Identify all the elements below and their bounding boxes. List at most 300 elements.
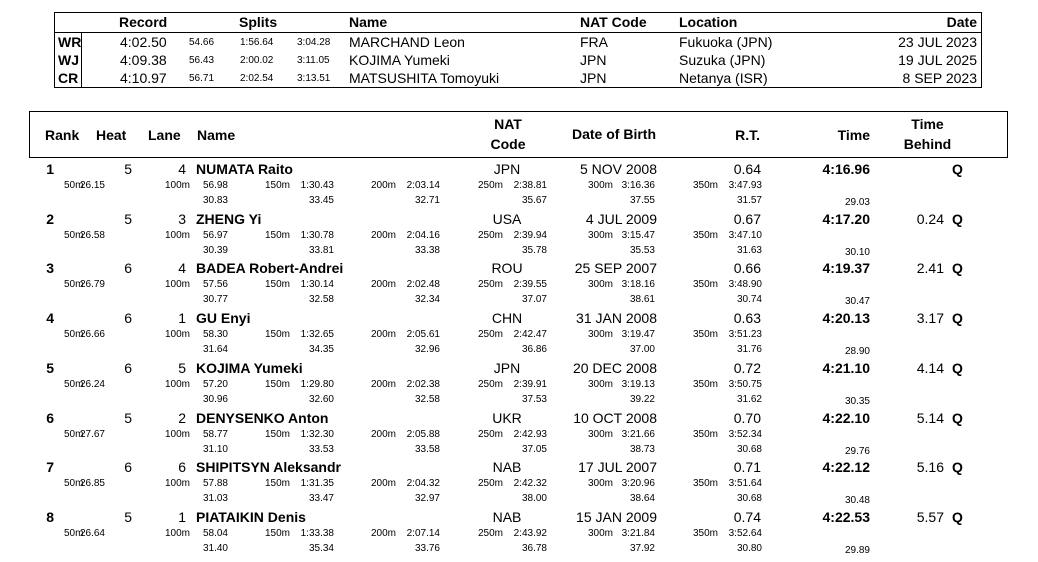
split-cumulative-time: 27.67 — [79, 428, 105, 440]
split-cumulative-time: 2:05.88 — [406, 428, 440, 440]
result-dob: 15 JAN 2009 — [576, 508, 657, 525]
result-time-behind: 2.41 — [916, 260, 944, 277]
split-lap-time: 30.10 — [844, 246, 870, 258]
split-cumulative-time: 1:30.43 — [300, 180, 334, 191]
split-lap-time: 31.63 — [736, 244, 762, 256]
split-lap-time: 32.58 — [414, 393, 440, 405]
result-name: BADEA Robert-Andrei — [196, 260, 344, 277]
split-lap-time: 32.97 — [414, 493, 440, 505]
result-lane: 4 — [178, 161, 186, 177]
result-dob: 31 JAN 2008 — [576, 310, 657, 327]
split-lap-time: 38.64 — [629, 493, 655, 505]
result-heat: 6 — [124, 260, 132, 277]
split-cumulative-time: 3:15.47 — [621, 229, 655, 241]
record-time: 4:10.97 — [120, 70, 167, 86]
split-cumulative-time: 2:02.48 — [406, 279, 440, 291]
split-distance-label: 250m — [478, 329, 504, 341]
result-lane: 6 — [178, 459, 186, 476]
split-distance-label: 350m — [693, 527, 719, 539]
results-header-nat-line1: NAT — [494, 116, 522, 132]
result-reaction-time: 0.70 — [733, 409, 761, 426]
split-distance-label: 200m — [371, 279, 397, 291]
split-cumulative-time: 2:39.94 — [513, 229, 547, 241]
split-lap-time: 34.35 — [308, 344, 334, 356]
split-lap-time: 30.48 — [844, 495, 870, 507]
result-row — [0, 509, 1038, 557]
result-dob: 20 DEC 2008 — [572, 359, 657, 376]
split-cumulative-time: 26.79 — [79, 279, 105, 291]
results-header-heat: Heat — [96, 127, 127, 143]
split-distance-label: 150m — [265, 229, 291, 241]
record-type: WJ — [58, 52, 79, 68]
split-cumulative-time: 3:51.64 — [728, 478, 762, 490]
record-holder-name: MARCHAND Leon — [349, 34, 465, 50]
record-split-3: 3:04.28 — [297, 37, 331, 48]
split-cumulative-time: 2:39.55 — [513, 279, 547, 291]
record-split-3: 3:13.51 — [297, 73, 331, 84]
result-rank: 8 — [46, 508, 54, 525]
split-lap-time: 35.53 — [629, 244, 655, 256]
result-rank: 6 — [46, 409, 54, 426]
results-header-rt: R.T. — [735, 127, 760, 143]
split-distance-label: 50m — [64, 279, 84, 291]
result-row — [0, 360, 1038, 408]
split-distance-label: 50m — [64, 229, 84, 241]
split-distance-label: 250m — [478, 378, 504, 390]
split-lap-time: 35.67 — [521, 195, 547, 206]
split-distance-label: 300m — [588, 279, 614, 291]
split-lap-time: 30.35 — [844, 395, 870, 407]
split-distance-label: 150m — [265, 527, 291, 539]
result-name: PIATAIKIN Denis — [196, 508, 306, 525]
split-lap-time: 37.00 — [629, 344, 655, 356]
split-lap-time: 32.58 — [308, 294, 334, 306]
record-date: 19 JUL 2025 — [898, 52, 977, 68]
split-cumulative-time: 1:33.38 — [300, 527, 334, 539]
result-qualified: Q — [952, 260, 963, 277]
split-lap-time: 31.40 — [202, 542, 228, 554]
result-time: 4:22.10 — [822, 409, 870, 426]
split-distance-label: 300m — [588, 329, 614, 341]
split-lap-time: 30.74 — [736, 294, 762, 306]
split-distance-label: 150m — [265, 180, 291, 191]
split-lap-time: 32.71 — [414, 195, 440, 206]
split-cumulative-time: 56.97 — [202, 229, 228, 241]
split-cumulative-time: 3:20.96 — [621, 478, 655, 490]
record-nat-code: FRA — [580, 34, 608, 50]
record-nat-code: JPN — [580, 52, 607, 68]
split-distance-label: 100m — [165, 180, 191, 191]
split-cumulative-time: 58.77 — [202, 428, 228, 440]
result-reaction-time: 0.71 — [733, 459, 761, 476]
split-distance-label: 300m — [588, 428, 614, 440]
split-distance-label: 100m — [165, 428, 191, 440]
split-distance-label: 150m — [265, 378, 291, 390]
split-lap-time: 30.80 — [736, 542, 762, 554]
split-cumulative-time: 3:52.64 — [728, 527, 762, 539]
result-reaction-time: 0.74 — [733, 508, 761, 525]
results-header-behind-line1: Time — [911, 116, 944, 132]
result-qualified: Q — [952, 409, 963, 426]
split-distance-label: 50m — [64, 378, 84, 390]
split-lap-time: 38.73 — [629, 443, 655, 455]
split-lap-time: 33.58 — [414, 443, 440, 455]
split-distance-label: 100m — [165, 478, 191, 490]
result-heat: 5 — [124, 409, 132, 426]
results-header-lane: Lane — [148, 127, 181, 143]
split-distance-label: 50m — [64, 329, 84, 341]
result-qualified: Q — [952, 210, 963, 227]
result-time: 4:22.53 — [822, 508, 870, 525]
split-distance-label: 200m — [371, 378, 397, 390]
split-lap-time: 33.45 — [308, 195, 334, 206]
split-cumulative-time: 3:50.75 — [728, 378, 762, 390]
split-distance-label: 150m — [265, 279, 291, 291]
split-lap-time: 38.61 — [629, 294, 655, 306]
split-distance-label: 100m — [165, 229, 191, 241]
split-distance-label: 350m — [693, 279, 719, 291]
record-type: CR — [58, 70, 79, 86]
split-cumulative-time: 2:39.91 — [513, 378, 547, 390]
result-name: SHIPITSYN Aleksandr — [196, 459, 341, 476]
result-lane: 1 — [178, 310, 186, 327]
result-time: 4:19.37 — [822, 260, 870, 277]
split-cumulative-time: 2:04.32 — [406, 478, 440, 490]
result-nat-code: NAB — [492, 459, 522, 476]
result-reaction-time: 0.72 — [733, 359, 761, 376]
result-rank: 1 — [46, 161, 54, 177]
result-name: ZHENG Yi — [196, 210, 262, 227]
split-lap-time: 33.53 — [308, 443, 334, 455]
split-cumulative-time: 26.66 — [79, 329, 105, 341]
split-lap-time: 30.39 — [202, 244, 228, 256]
result-nat-code: JPN — [493, 161, 521, 177]
split-lap-time: 36.86 — [521, 344, 547, 356]
split-distance-label: 100m — [165, 279, 191, 291]
split-distance-label: 300m — [588, 229, 614, 241]
split-distance-label: 350m — [693, 378, 719, 390]
records-header-date: Date — [946, 14, 977, 30]
split-lap-time: 31.03 — [202, 493, 228, 505]
split-lap-time: 31.62 — [736, 393, 762, 405]
result-reaction-time: 0.66 — [733, 260, 761, 277]
result-time-behind: 5.14 — [916, 409, 944, 426]
split-cumulative-time: 2:38.81 — [513, 180, 547, 191]
results-header-rank: Rank — [45, 127, 80, 143]
result-qualified: Q — [952, 310, 963, 327]
record-split-1: 54.66 — [189, 37, 215, 48]
split-lap-time: 31.10 — [202, 443, 228, 455]
result-heat: 5 — [124, 161, 132, 177]
result-name: NUMATA Raito — [196, 161, 293, 177]
result-row — [0, 161, 1038, 209]
result-row — [0, 260, 1038, 308]
split-cumulative-time: 3:18.16 — [621, 279, 655, 291]
split-cumulative-time: 3:52.34 — [728, 428, 762, 440]
split-cumulative-time: 56.98 — [202, 180, 228, 191]
results-header-name: Name — [197, 127, 236, 143]
result-lane: 2 — [178, 409, 186, 426]
record-split-1: 56.71 — [189, 73, 215, 84]
split-cumulative-time: 2:42.47 — [513, 329, 547, 341]
result-nat-code: ROU — [491, 260, 523, 277]
result-time-behind: 5.16 — [916, 459, 944, 476]
split-distance-label: 250m — [478, 229, 504, 241]
result-nat-code: USA — [492, 210, 522, 227]
result-qualified: Q — [952, 359, 963, 376]
records-header-splits: Splits — [239, 14, 278, 30]
records-table — [54, 12, 982, 88]
split-lap-time: 31.64 — [202, 344, 228, 356]
record-row-wj — [55, 52, 981, 70]
split-distance-label: 350m — [693, 229, 719, 241]
split-lap-time: 35.78 — [521, 244, 547, 256]
split-cumulative-time: 3:47.10 — [728, 229, 762, 241]
split-lap-time: 30.68 — [736, 493, 762, 505]
split-distance-label: 200m — [371, 180, 397, 191]
split-lap-time: 32.96 — [414, 344, 440, 356]
result-lane: 3 — [178, 210, 186, 227]
split-distance-label: 100m — [165, 329, 191, 341]
result-reaction-time: 0.63 — [733, 310, 761, 327]
split-cumulative-time: 26.15 — [79, 180, 105, 191]
split-cumulative-time: 2:04.16 — [406, 229, 440, 241]
records-header-nat-code: NAT Code — [580, 14, 647, 30]
split-distance-label: 300m — [588, 378, 614, 390]
split-cumulative-time: 26.24 — [79, 378, 105, 390]
split-distance-label: 150m — [265, 329, 291, 341]
split-distance-label: 250m — [478, 527, 504, 539]
split-lap-time: 35.34 — [308, 542, 334, 554]
result-rank: 5 — [46, 359, 54, 376]
records-header-name: Name — [349, 14, 388, 30]
result-qualified: Q — [952, 459, 963, 476]
split-distance-label: 50m — [64, 478, 84, 490]
split-cumulative-time: 3:21.84 — [621, 527, 655, 539]
split-cumulative-time: 1:32.30 — [300, 428, 334, 440]
split-cumulative-time: 57.56 — [202, 279, 228, 291]
split-cumulative-time: 58.30 — [202, 329, 228, 341]
result-row — [0, 410, 1038, 458]
result-rank: 4 — [46, 310, 54, 327]
result-time-behind: 3.17 — [916, 310, 944, 327]
split-lap-time: 37.55 — [629, 195, 655, 206]
split-distance-label: 250m — [478, 180, 504, 191]
split-lap-time: 39.22 — [629, 393, 655, 405]
result-name: DENYSENKO Anton — [196, 409, 329, 426]
split-cumulative-time: 2:42.93 — [513, 428, 547, 440]
split-lap-time: 30.83 — [202, 195, 228, 206]
record-holder-name: MATSUSHITA Tomoyuki — [349, 70, 500, 86]
result-reaction-time: 0.64 — [733, 161, 761, 177]
result-name: KOJIMA Yumeki — [196, 359, 303, 376]
split-distance-label: 200m — [371, 428, 397, 440]
split-cumulative-time: 3:21.66 — [621, 428, 655, 440]
record-split-2: 1:56.64 — [240, 37, 274, 48]
split-cumulative-time: 2:05.61 — [406, 329, 440, 341]
results-header — [29, 111, 1008, 158]
result-reaction-time: 0.67 — [733, 210, 761, 227]
split-distance-label: 350m — [693, 180, 719, 191]
split-cumulative-time: 3:19.47 — [621, 329, 655, 341]
result-nat-code: JPN — [493, 359, 521, 376]
split-distance-label: 300m — [588, 478, 614, 490]
split-lap-time: 29.03 — [844, 197, 870, 208]
split-lap-time: 29.76 — [844, 445, 870, 457]
split-cumulative-time: 3:51.23 — [728, 329, 762, 341]
result-time: 4:20.13 — [822, 310, 870, 327]
result-heat: 5 — [124, 508, 132, 525]
split-cumulative-time: 2:42.32 — [513, 478, 547, 490]
split-cumulative-time: 2:43.92 — [513, 527, 547, 539]
split-lap-time: 29.89 — [844, 544, 870, 556]
result-heat: 5 — [124, 210, 132, 227]
result-dob: 10 OCT 2008 — [573, 409, 657, 426]
split-lap-time: 32.34 — [414, 294, 440, 306]
results-header-behind-line2: Behind — [903, 136, 952, 152]
result-lane: 1 — [178, 508, 186, 525]
result-lane: 5 — [178, 359, 186, 376]
results-header-dob: Date of Birth — [572, 126, 656, 142]
split-cumulative-time: 1:29.80 — [300, 378, 334, 390]
split-lap-time: 33.47 — [308, 493, 334, 505]
result-dob: 4 JUL 2009 — [585, 210, 657, 227]
split-lap-time: 37.07 — [521, 294, 547, 306]
split-cumulative-time: 26.85 — [79, 478, 105, 490]
split-lap-time: 38.00 — [521, 493, 547, 505]
result-nat-code: NAB — [492, 508, 522, 525]
split-distance-label: 300m — [588, 527, 614, 539]
split-lap-time: 33.81 — [308, 244, 334, 256]
result-dob: 17 JUL 2007 — [578, 459, 657, 476]
split-lap-time: 36.78 — [521, 542, 547, 554]
result-heat: 6 — [124, 310, 132, 327]
split-cumulative-time: 58.04 — [202, 527, 228, 539]
result-time: 4:17.20 — [822, 210, 870, 227]
split-distance-label: 150m — [265, 428, 291, 440]
record-type: WR — [58, 34, 82, 50]
result-time: 4:22.12 — [822, 459, 870, 476]
split-distance-label: 100m — [165, 378, 191, 390]
split-lap-time: 31.76 — [736, 344, 762, 356]
split-lap-time: 33.76 — [414, 542, 440, 554]
record-holder-name: KOJIMA Yumeki — [349, 52, 450, 68]
split-lap-time: 30.47 — [844, 296, 870, 308]
split-lap-time: 28.90 — [844, 346, 870, 358]
result-time-behind: 4.14 — [916, 359, 944, 376]
result-qualified: Q — [952, 508, 963, 525]
split-lap-time: 32.60 — [308, 393, 334, 405]
record-split-2: 2:02.54 — [240, 73, 274, 84]
record-nat-code: JPN — [580, 70, 607, 86]
split-distance-label: 350m — [693, 478, 719, 490]
result-dob: 5 NOV 2008 — [579, 161, 657, 177]
record-location: Suzuka (JPN) — [679, 52, 766, 68]
result-nat-code: CHN — [491, 310, 523, 327]
split-cumulative-time: 26.58 — [79, 229, 105, 241]
split-cumulative-time: 1:31.35 — [300, 478, 334, 490]
result-heat: 6 — [124, 459, 132, 476]
split-distance-label: 250m — [478, 428, 504, 440]
result-time: 4:21.10 — [822, 359, 870, 376]
split-cumulative-time: 57.88 — [202, 478, 228, 490]
split-distance-label: 300m — [588, 180, 614, 191]
split-cumulative-time: 3:19.13 — [621, 378, 655, 390]
split-cumulative-time: 1:30.14 — [300, 279, 334, 291]
record-row-wr — [55, 34, 981, 52]
split-lap-time: 30.96 — [202, 393, 228, 405]
result-rank: 7 — [46, 459, 54, 476]
record-date: 23 JUL 2023 — [898, 34, 977, 50]
split-distance-label: 200m — [371, 229, 397, 241]
split-cumulative-time: 2:03.14 — [406, 180, 440, 191]
result-time-behind: 5.57 — [916, 508, 944, 525]
split-cumulative-time: 2:07.14 — [406, 527, 440, 539]
split-cumulative-time: 1:32.65 — [300, 329, 334, 341]
split-distance-label: 50m — [64, 180, 84, 191]
split-distance-label: 150m — [265, 478, 291, 490]
split-lap-time: 37.92 — [629, 542, 655, 554]
split-cumulative-time: 3:48.90 — [728, 279, 762, 291]
split-lap-time: 30.77 — [202, 294, 228, 306]
result-rank: 3 — [46, 260, 54, 277]
split-distance-label: 250m — [478, 279, 504, 291]
result-dob: 25 SEP 2007 — [574, 260, 657, 277]
result-row — [0, 211, 1038, 259]
result-qualified: Q — [952, 161, 963, 177]
split-distance-label: 100m — [165, 527, 191, 539]
records-header-record: Record — [119, 14, 168, 30]
record-time: 4:09.38 — [120, 52, 167, 68]
result-row — [0, 310, 1038, 358]
split-distance-label: 350m — [693, 329, 719, 341]
split-lap-time: 31.57 — [736, 195, 762, 206]
result-rank: 2 — [46, 210, 54, 227]
record-split-3: 3:11.05 — [297, 55, 330, 66]
result-nat-code: UKR — [492, 409, 522, 426]
record-location: Fukuoka (JPN) — [679, 34, 773, 50]
split-cumulative-time: 3:16.36 — [621, 180, 655, 191]
record-location: Netanya (ISR) — [679, 70, 768, 86]
split-cumulative-time: 57.20 — [202, 378, 228, 390]
record-split-1: 56.43 — [189, 55, 215, 66]
split-lap-time: 30.68 — [736, 443, 762, 455]
result-name: GU Enyi — [196, 310, 251, 327]
split-cumulative-time: 1:30.78 — [300, 229, 334, 241]
split-distance-label: 50m — [64, 428, 84, 440]
split-lap-time: 33.38 — [414, 244, 440, 256]
result-time-behind: 0.24 — [916, 210, 944, 227]
result-lane: 4 — [178, 260, 186, 277]
results-header-time: Time — [837, 127, 870, 143]
record-date: 8 SEP 2023 — [902, 70, 977, 86]
split-distance-label: 200m — [371, 527, 397, 539]
split-cumulative-time: 2:02.38 — [406, 378, 440, 390]
split-distance-label: 350m — [693, 428, 719, 440]
split-distance-label: 200m — [371, 329, 397, 341]
record-split-2: 2:00.02 — [240, 55, 274, 66]
split-cumulative-time: 3:47.93 — [728, 180, 762, 191]
result-heat: 6 — [124, 359, 132, 376]
records-header-location: Location — [679, 14, 738, 30]
result-time: 4:16.96 — [822, 161, 870, 177]
split-lap-time: 37.53 — [521, 393, 547, 405]
split-distance-label: 200m — [371, 478, 397, 490]
record-time: 4:02.50 — [120, 34, 167, 50]
records-header-divider — [55, 32, 981, 33]
record-row-cr — [55, 70, 981, 88]
results-header-nat-line2: Code — [490, 136, 526, 152]
